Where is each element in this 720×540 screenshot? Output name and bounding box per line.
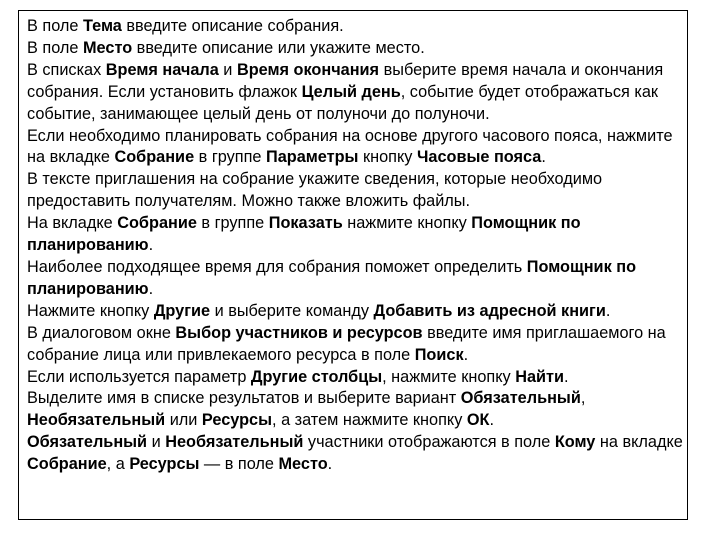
text-run: , <box>580 389 586 408</box>
bold-term: Добавить из адресной книги <box>373 301 606 320</box>
bold-term: Место <box>278 455 328 474</box>
bold-term: Тема <box>82 17 122 35</box>
text-run: . <box>463 345 469 364</box>
instruction-paragraph <box>27 323 687 367</box>
bold-term: Обязательный <box>27 433 148 452</box>
text-run: , а <box>106 455 130 474</box>
slide-frame <box>18 10 688 520</box>
bold-term: ОК <box>466 411 490 430</box>
text-run: Если используется параметр <box>27 367 251 386</box>
text-run: Выделите имя в списке результатов и выберите вариант <box>27 389 461 408</box>
text-run: Наиболее подходящее время для собрания поможет определить <box>27 257 527 276</box>
text-run: . <box>148 236 154 255</box>
text-run: Нажмите кнопку <box>27 301 154 320</box>
bold-term: Другие <box>153 301 211 320</box>
bold-term: Целый день <box>301 82 401 101</box>
text-run: и <box>147 433 166 452</box>
text-run: В тексте приглашения на собрание укажите сведения, которые необходимо предоставить получателям. Можно также вложить файлы. <box>27 170 603 211</box>
bold-term: Место <box>82 38 133 57</box>
bold-term: Поиск <box>414 345 464 364</box>
instruction-paragraph <box>27 16 687 38</box>
text-run: . <box>605 301 611 320</box>
instruction-paragraph <box>27 257 687 301</box>
text-run: Если необходимо планировать собрания на основе другого часового пояса, нажмите на вкладке <box>27 126 673 167</box>
bold-term: Помощник по планированию <box>27 257 637 298</box>
instruction-paragraph <box>27 367 687 389</box>
instruction-paragraph <box>27 301 687 323</box>
instruction-paragraph <box>27 38 687 60</box>
text-run: и выберите команду <box>210 301 374 320</box>
text-run: . <box>541 148 546 167</box>
text-run: В поле <box>27 17 83 35</box>
text-run: на вкладке <box>595 433 683 452</box>
text-run: выберите время начала и окончания собрания. Если установить флажок <box>27 60 664 101</box>
instruction-paragraph <box>27 60 687 126</box>
text-run: введите имя приглашаемого на собрание лица или привлекаемого ресурса в поле <box>27 323 666 364</box>
text-run: , а затем нажмите кнопку <box>272 411 467 430</box>
text-run: На вкладке <box>27 214 118 233</box>
instruction-paragraph <box>27 432 687 476</box>
text-run: . <box>327 455 333 474</box>
bold-term: Помощник по планированию <box>27 214 581 255</box>
bold-term: Параметры <box>266 148 359 167</box>
bold-term: Собрание <box>27 455 107 474</box>
text-run: и <box>218 60 237 79</box>
bold-term: Собрание <box>114 148 195 167</box>
text-run: в группе <box>196 214 269 233</box>
bold-term: Выбор участников и ресурсов <box>175 323 423 342</box>
text-run: . <box>148 279 154 298</box>
bold-term: Ресурсы <box>129 455 200 474</box>
text-run: введите описание собрания. <box>121 17 344 35</box>
bold-term: Часовые пояса <box>416 148 542 167</box>
text-run: участники отображаются в поле <box>303 433 555 452</box>
text-run: , событие будет отображаться как событие, занимающее целый день от полуночи до полуночи. <box>27 82 659 123</box>
bold-term: Время окончания <box>236 60 380 79</box>
instruction-paragraph <box>27 126 687 170</box>
bold-term: Необязательный <box>27 411 166 430</box>
text-run: . <box>564 367 569 386</box>
text-run: введите описание или укажите место. <box>132 38 425 57</box>
text-run: В диалоговом окне <box>27 323 176 342</box>
bold-term: Время начала <box>105 60 219 79</box>
bold-term: Другие столбцы <box>250 367 383 386</box>
bold-term: Необязательный <box>165 433 304 452</box>
bold-term: Обязательный <box>460 389 581 408</box>
instruction-paragraph <box>27 169 687 213</box>
bold-term: Собрание <box>117 214 197 233</box>
bold-term: Кому <box>554 433 596 452</box>
instruction-text <box>27 16 687 476</box>
bold-term: Найти <box>515 367 565 386</box>
text-run: нажмите кнопку <box>342 214 472 233</box>
text-run: В поле <box>27 38 83 57</box>
text-run: . <box>489 411 495 430</box>
text-run: в группе <box>194 148 266 167</box>
text-run: , нажмите кнопку <box>382 367 516 386</box>
text-run: кнопку <box>358 148 417 167</box>
text-run: В списках <box>27 60 106 79</box>
instruction-paragraph <box>27 213 687 257</box>
bold-term: Показать <box>268 214 343 233</box>
text-run: или <box>165 411 202 430</box>
instruction-paragraph <box>27 388 687 432</box>
text-run: — в поле <box>199 455 279 474</box>
bold-term: Ресурсы <box>201 411 273 430</box>
